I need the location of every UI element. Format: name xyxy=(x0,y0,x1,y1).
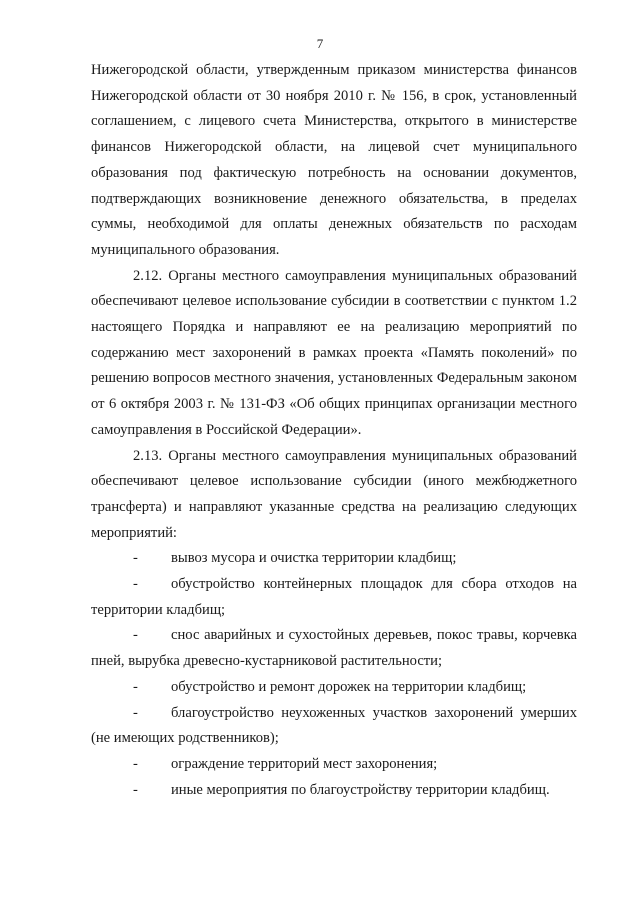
list-item xyxy=(91,778,577,804)
list-item-text: обустройство и ремонт дорожек на территории кладбищ; xyxy=(171,678,527,695)
list-item-text: снос аварийных и сухостойных деревьев, покос травы, корчевка пней, вырубка древесно-кустарниковой растительности; xyxy=(91,627,577,670)
list-item-text: иные мероприятия по благоустройству территории кладбищ. xyxy=(171,781,550,798)
paragraph-2-12: 2.12. Органы местного самоуправления муниципальных образований обеспечивают целевое использование субсидии в соответствии с пунктом 1.2 настоящего Порядка и направляют ее на реализацию мероприятий по содержанию мест захоронений в рамках проекта «Память поколений» по решению вопросов местного значения, установленных Федеральным законом от 6 октября 2003 г. № 131-ФЗ «Об общих принципах организации местного самоуправления в Российской Федерации». xyxy=(91,267,577,438)
list-item-text: ограждение территорий мест захоронения; xyxy=(171,755,438,772)
list-item-text: обустройство контейнерных площадок для сбора отходов на территории кладбищ; xyxy=(91,576,577,618)
list-item xyxy=(91,623,577,674)
list-item xyxy=(91,546,577,572)
list-dash: - xyxy=(133,678,138,695)
paragraph-2-13: 2.13. Органы местного самоуправления муниципальных образований обеспечивают целевое использование субсидии (иного межбюджетного трансферта) и направляют указанные средства на реализацию следующих мероприятий: xyxy=(91,447,577,541)
document-body xyxy=(91,58,577,803)
list-item xyxy=(91,701,577,752)
list-item xyxy=(91,572,577,623)
list-dash: - xyxy=(133,576,138,593)
list-item xyxy=(91,752,577,778)
paragraph-continuation: Нижегородской области, утвержденным приказом министерства финансов Нижегородской области от 30 ноября 2010 г. № 156, в срок, установленный соглашением, с лицевого счета Министерства, открытого в министерстве финансов Нижегородской области, на лицевой счет муниципального образования под фактическую потребность на основании документов, подтверждающих возникновение денежного обязательства, в пределах суммы, необходимой для оплаты денежных обязательств по расходам муниципального образования. xyxy=(91,62,577,258)
list-item xyxy=(91,675,577,701)
list-dash: - xyxy=(133,627,138,644)
page-number: 7 xyxy=(316,36,324,51)
list-dash: - xyxy=(133,550,138,567)
list-dash: - xyxy=(133,755,138,772)
list-item-text: вывоз мусора и очистка территории кладбищ; xyxy=(171,550,457,567)
list-dash: - xyxy=(133,704,138,721)
list-dash: - xyxy=(133,781,138,798)
list-item-text: благоустройство неухоженных участков захоронений умерших (не имеющих родственников); xyxy=(91,704,577,747)
